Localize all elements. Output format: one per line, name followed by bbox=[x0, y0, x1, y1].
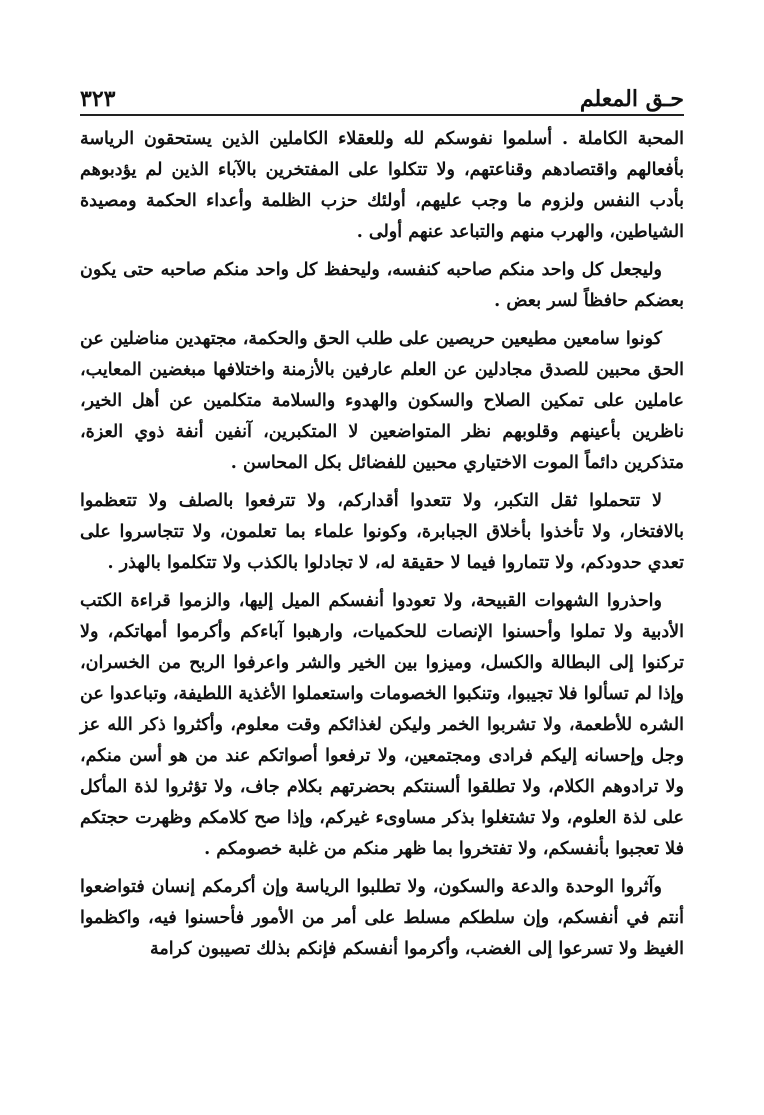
page-number: ٣٢٣ bbox=[80, 86, 116, 112]
paragraph: لا تتحملوا ثقل التكبر، ولا تتعدوا أقداركم، ولا تترفعوا بالصلف ولا تتعظموا بالافتخار، ولا تأخذوا بأخلاق الجبابرة، وكونوا علماء بما تعلمون، ولا تتجاسروا على تعدي حدودكم، ولا تتماروا فيما لا حقيقة له، لا تجادلوا بالكذب ولا تتكلموا بالهذر . bbox=[80, 491, 684, 573]
running-header bbox=[80, 78, 684, 112]
header-divider bbox=[80, 114, 684, 116]
paragraph: واحذروا الشهوات القبيحة، ولا تعودوا أنفسكم الميل إليها، والزموا قراءة الكتب الأدبية ولا تملوا وأحسنوا الإنصات للحكميات، وارهبوا آباءكم وأكرموا أمهاتكم، ولا تركنوا إلى البطالة والكسل، وميزوا بين الخير والشر واعرفوا الربح من الخسران، وإذا لم تسألوا فلا تجيبوا، وتنكبوا الخصومات واستعملوا الأغذية اللطيفة، وتباعدوا عن الشره للأطعمة، ولا تشربوا الخمر وليكن لغذائكم وقت معلوم، وأكثروا ذكر الله عز وجل وإحسانه إليكم فرادى ومجتمعين، ولا ترفعوا أصواتكم عند من هو أسن منكم، ولا ترادوهم الكلام، ولا تطلقوا ألسنتكم بحضرتهم بكلام جاف، ولا تؤثروا لذة المأكل على لذة العلوم، ولا تشتغلوا بذكر مساوىء غيركم، وإذا صح كلامكم وظهرت حجتكم فلا تعجبوا بأنفسكم، ولا تفتخروا بما ظهر منكم من غلبة خصومكم . bbox=[80, 591, 684, 859]
paragraph: وآثروا الوحدة والدعة والسكون، ولا تطلبوا الرياسة وإن أكرمكم إنسان فتواضعوا أنتم في أنفسكم، وإن سلطكم مسلط على أمر من الأمور فأحسنوا فيه، واكظموا الغيظ ولا تسرعوا إلى الغضب، وأكرموا أنفسكم فإنكم بذلك تصيبون كرامة bbox=[80, 877, 684, 959]
body-text bbox=[80, 124, 684, 972]
chapter-title: حـق المعلم bbox=[579, 86, 684, 112]
paragraph: كونوا سامعين مطيعين حريصين على طلب الحق والحكمة، مجتهدين مناضلين عن الحق محبين للصدق مجادلين عن العلم عارفين بالأزمنة واختلافها مبغضين المعايب، عاملين على تمكين الصلاح والسكون والهدوء والسلامة متكلمين عن أهل الخير، ناظرين بأعينهم وقلوبهم نظر المتواضعين لا المتكبرين، آنفين أنفة ذوي العزة، متذكرين دائماً الموت الاختياري محبين للفضائل بكل المحاسن . bbox=[80, 329, 684, 473]
paragraph: المحبة الكاملة . أسلموا نفوسكم لله وللعقلاء الكاملين الذين يستحقون الرياسة بأفعالهم واقتصادهم وقناعتهم، ولا تتكلوا على المفتخرين بالآباء الذين لم يؤدبوهم بأدب النفس ولزوم ما وجب عليهم، أولئك حزب الظلمة وأعداء الحكمة ومصيدة الشياطين، والهرب منهم والتباعد عنهم أولى . bbox=[80, 129, 684, 242]
paragraph: وليجعل كل واحد منكم صاحبه كنفسه، وليحفظ كل واحد منكم صاحبه حتى يكون بعضكم حافظاً لسر بعض . bbox=[80, 260, 684, 311]
